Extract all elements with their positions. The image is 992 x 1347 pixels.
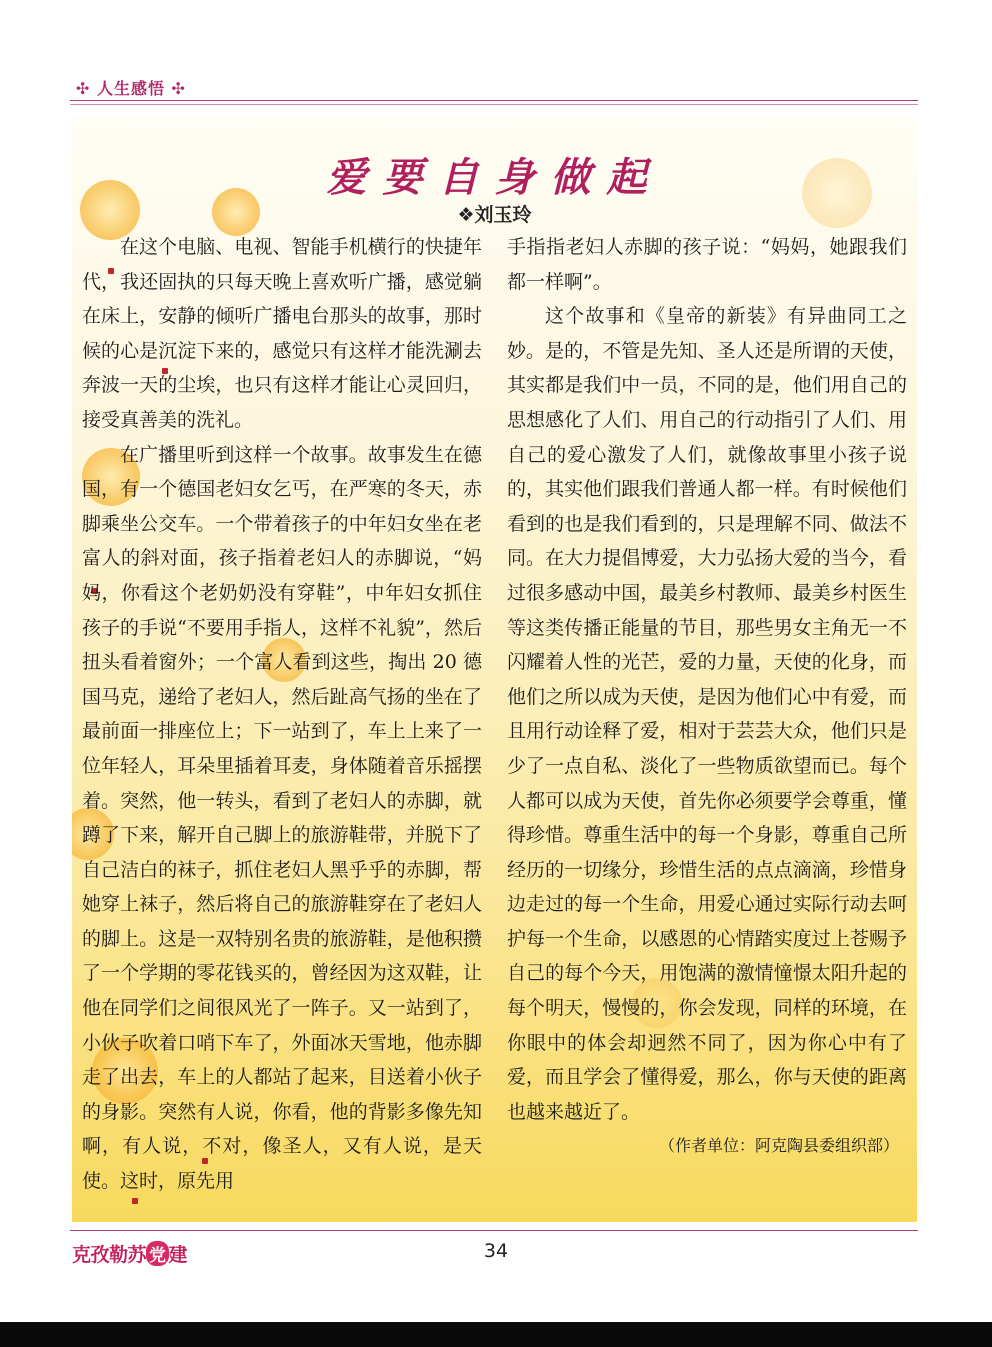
footer-rule [70, 1230, 918, 1231]
article-column-left [82, 230, 482, 1199]
header-rule-thin [70, 104, 918, 105]
scan-edge [0, 1322, 992, 1347]
article-title: 爱要自身做起 [326, 154, 663, 201]
article-column-right [507, 230, 907, 1164]
brand-text-end: 建 [168, 1244, 188, 1266]
brand-accent: 党 [146, 1241, 169, 1266]
confetti-decoration [132, 1198, 138, 1204]
article-panel [72, 118, 917, 1222]
article-paragraph: 在这个电脑、电视、智能手机横行的快捷年代，我还固执的只每天晚上喜欢听广播，感觉躺在床上，安静的倾听广播电台那头的故事，那时候的心是沉淀下来的，感觉只有这样才能洗涮去奔波一天的尘埃，也只有这样才能让心灵回归，接受真善美的洗礼。 [82, 236, 482, 431]
header-rule [70, 100, 918, 101]
article-author: ❖刘玉玲 [457, 204, 532, 226]
article-paragraph: 在广播里听到这样一个故事。故事发生在德国，有一个德国老妇女乞丐，在严寒的冬天，赤脚乘坐公交车。一个带着孩子的中年妇女坐在老富人的斜对面，孩子指着老妇人的赤脚说，“妈妈，你看这个老奶奶没有穿鞋”，中年妇女抓住孩子的手说“不要用手指人，这样不礼貌”，然后扭头看着窗外；一个富人看到这些，掏出 20 德国马克，递给了老妇人，然后趾高气扬的坐在了最前面一排座位上；下一站到了，车上上来了一位年轻人，耳朵里插着耳麦，身体随着音乐摇摆着。突然，他一转头，看到了老妇人的赤脚，就蹲了下来，解开自己脚上的旅游鞋带，并脱下了自己洁白的袜子，抓住老妇人黑乎乎的赤脚，帮她穿上袜子，然后将自己的旅游鞋穿在了老妇人的脚上。这是一双特别名贵的旅游鞋，是他积攒了一个学期的零花钱买的，曾经因为这双鞋，让他在同学们之间很风光了一阵子。又一站到了，小伙子吹着口哨下车了，外面冰天雪地，他赤脚走了出去，车上的人都站了起来，目送着小伙子的身影。突然有人说，你看，他的背影多像先知啊，有人说，不对，像圣人，又有人说，是天使。这时，原先用 [82, 443, 482, 1193]
section-tag: ✣ 人生感悟 ✣ [76, 79, 186, 98]
page-number: 34 [483, 1240, 509, 1262]
brand-text: 克孜勒苏 [72, 1244, 147, 1266]
author-affiliation: （作者单位：阿克陶县委组织部） [658, 1136, 899, 1156]
article-paragraph-continuation: 手指指老妇人赤脚的孩子说：“妈妈，她跟我们都一样啊”。 [507, 236, 907, 293]
article-paragraph: 这个故事和《皇帝的新装》有异曲同工之妙。是的，不管是先知、圣人还是所谓的天使，其实都是我们中一员，不同的是，他们用自己的思想感化了人们、用自己的行动指引了人们、用自己的爱心激发了人们，就像故事里小孩子说的，其实他们跟我们普通人都一样。有时候他们看到的也是我们看到的，只是理解不同、做法不同。在大力提倡博爱，大力弘扬大爱的当今，看过很多感动中国，最美乡村教师、最美乡村医生等这类传播正能量的节目，那些男女主角无一不闪耀着人性的光芒，爱的力量，天使的化身，而他们之所以成为天使，是因为他们心中有爱，而且用行动诠释了爱，相对于芸芸大众，他们只是少了一点自私、淡化了一些物质欲望而已。每个人都可以成为天使，首先你必须要学会尊重，懂得珍惜。尊重生活中的每一个身影，尊重自己所经历的一切缘分，珍惜生活的点点滴滴，珍惜身边走过的每一个生命，用爱心通过实际行动去呵护每一个生命，以感恩的心情踏实度过上苍赐予自己的每个今天，用饱满的激情憧憬太阳升起的每个明天，慢慢的，你会发现，同样的环境，在你眼中的体会却迥然不同了，因为你心中有了爱，而且学会了懂得爱，那么，你与天使的距离也越来越近了。 [507, 305, 907, 1123]
